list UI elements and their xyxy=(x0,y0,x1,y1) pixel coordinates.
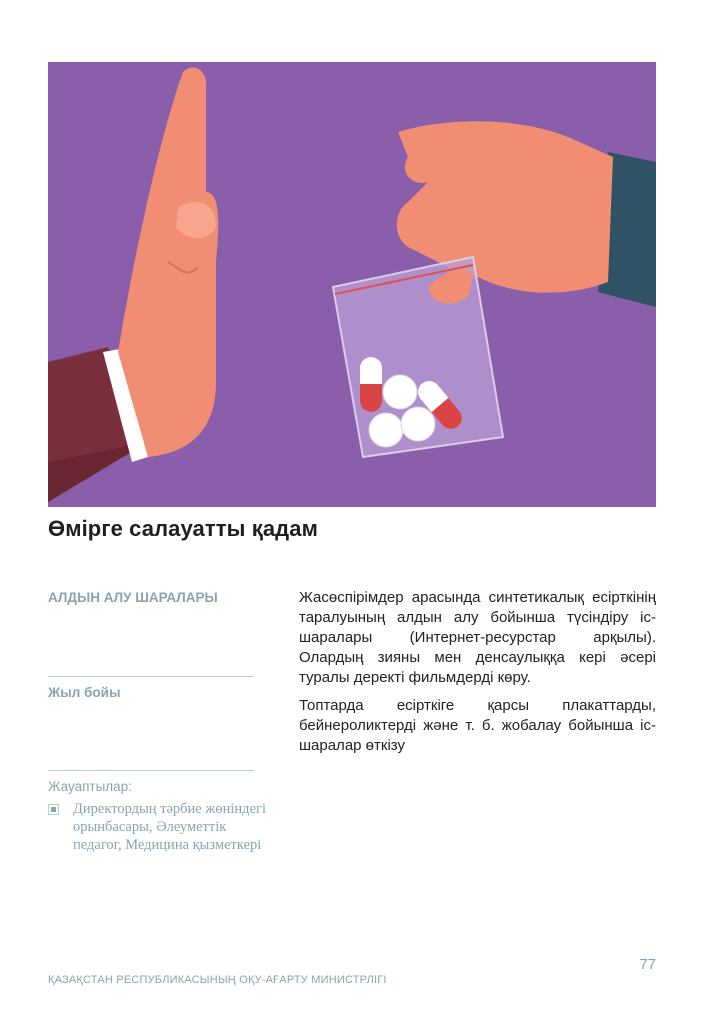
hero-illustration xyxy=(48,62,656,507)
section-label: АЛДЫН АЛУ ШАРАЛАРЫ xyxy=(48,590,218,605)
refusal-illustration xyxy=(48,62,656,507)
responsible-list xyxy=(48,800,268,854)
description-paragraph: Топтарда есірткіге қарсы плакаттарды, бейнероликтерді және т. б. жобалау бойынша іс-шаралар өткізу xyxy=(299,697,656,754)
footer-ministry: ҚАЗАҚСТАН РЕСПУБЛИКАСЫНЫҢ ОҚУ-АҒАРТУ МИНИСТРЛІГІ xyxy=(48,974,387,986)
responsible-label: Жауаптылар: xyxy=(48,779,132,794)
checkbox-icon xyxy=(48,804,59,815)
description xyxy=(299,588,656,764)
divider xyxy=(48,770,254,771)
divider xyxy=(48,676,254,677)
responsible-text: Директордың тәрбие жөніндегі орынбасары, Әлеуметтік педагог, Медицина қызметкері xyxy=(73,801,266,853)
description-paragraph: Жасөспірімдер арасында синтетикалық есірткінің таралуының алдын алу бойынша түсіндіру іс-шаралары (Интернет-ресурстар арқылы). Олардың зияны мен денсаулыққа кері әсері туралы деректі фильмдерді көру. xyxy=(299,589,656,686)
period-label: Жыл бойы xyxy=(48,685,121,700)
page-number: 77 xyxy=(639,956,656,973)
page-title: Өмірге салауатты қадам xyxy=(48,516,318,541)
list-item xyxy=(48,800,268,854)
